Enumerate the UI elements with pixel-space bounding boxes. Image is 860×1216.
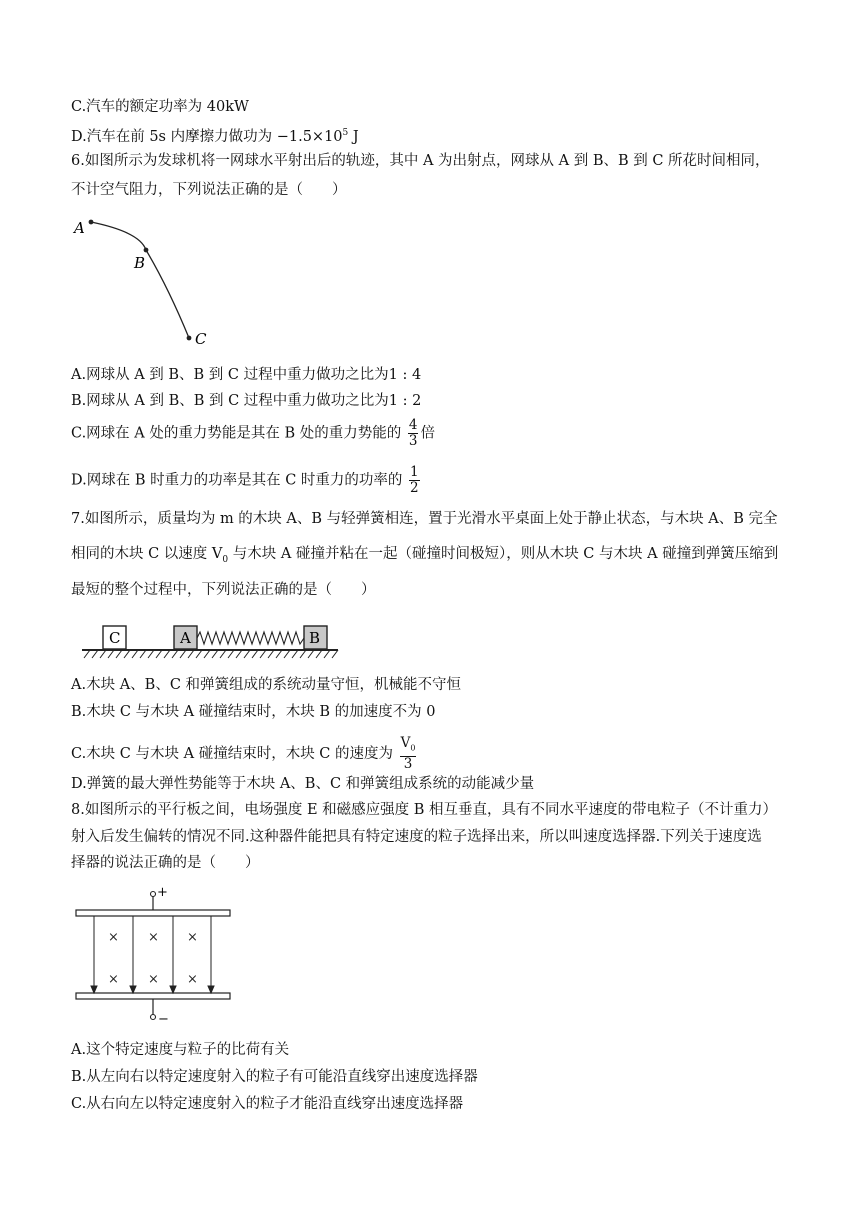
q5-option-d-exponent: 5 — [342, 128, 349, 138]
q6-stem-line2: 不计空气阻力，下列说法正确的是（ ） — [71, 182, 347, 198]
q7-spring-blocks-figure — [76, 618, 346, 662]
cross-mark: × — [187, 930, 198, 945]
spring — [197, 632, 304, 644]
q7-option-b: B.木块 C 与木块 A 碰撞结束时，木块 B 的加速度不为 0 — [71, 704, 436, 720]
q7-stem-line1: 7.如图所示，质量均为 m 的木块 A、B 与轻弹簧相连，置于光滑水平桌面上处于静止状态，与木块 A、B 完全 — [71, 511, 778, 527]
q7-option-c-fraction — [400, 736, 417, 772]
q8-option-c: C.从右向左以特定速度射入的粒子才能沿直线穿出速度选择器 — [71, 1096, 464, 1112]
q6-option-c-text: C.网球在 A 处的重力势能是其在 B 处的重力势能的 — [71, 425, 402, 442]
block-c-label: C — [109, 629, 121, 647]
q7-option-c — [71, 736, 418, 772]
q7-option-c-text: C.木块 C 与木块 A 碰撞结束时，木块 C 的速度为 — [71, 745, 394, 762]
q6-option-d — [71, 465, 422, 496]
q6-option-d-text: D.网球在 B 时重力的功率是其在 C 时重力的功率的 — [71, 472, 403, 489]
q7-option-d: D.弹簧的最大弹性势能等于木块 A、B、C 和弹簧组成系统的动能减少量 — [71, 776, 535, 792]
fraction-denominator: 3 — [408, 433, 418, 449]
q5-option-d — [71, 123, 359, 147]
block-b-label: B — [309, 629, 321, 647]
q6-option-b-text: B.网球从 A 到 B、B 到 C 过程中重力做功之比为 — [71, 393, 389, 409]
cross-mark: × — [148, 930, 159, 945]
q8-option-a: A.这个特定速度与粒子的比荷有关 — [71, 1042, 290, 1058]
fraction-numerator: 4 — [408, 417, 418, 433]
q8-stem-line3: 择器的说法正确的是（ ） — [71, 855, 260, 871]
trajectory-curve — [91, 222, 189, 338]
point-a — [89, 220, 94, 225]
negative-terminal — [151, 1015, 156, 1020]
block-a-label: A — [180, 629, 191, 647]
label-a: A — [74, 219, 85, 237]
point-b — [144, 248, 149, 253]
q7-option-a: A.木块 A、B、C 和弹簧组成的系统动量守恒，机械能不守恒 — [71, 677, 462, 693]
cross-mark: × — [148, 972, 159, 987]
point-c — [187, 336, 192, 341]
q6-trajectory-figure — [70, 212, 220, 352]
q5-option-d-text: D.汽车在前 5s 内摩擦力做功为 — [71, 128, 273, 145]
q8-option-b: B.从左向右以特定速度射入的粒子有可能沿直线穿出速度选择器 — [71, 1069, 478, 1085]
fraction-denominator: 2 — [410, 480, 419, 496]
q6-option-c-suffix: 倍 — [420, 425, 435, 442]
label-b: B — [134, 254, 146, 272]
q5-option-c: C.汽车的额定功率为 40kW — [71, 99, 249, 115]
q7-stem-line3: 最短的整个过程中，下列说法正确的是（ ） — [71, 582, 376, 598]
negative-label: − — [158, 1012, 169, 1027]
q6-option-a-text: A.网球从 A 到 B、B 到 C 过程中重力做功之比为 — [71, 367, 389, 383]
top-plate — [76, 910, 230, 916]
fraction-numerator — [400, 736, 417, 757]
q6-option-a — [71, 365, 421, 385]
q6-option-d-fraction — [409, 465, 420, 496]
q7-stem-line2-start: 相同的木块 C 以速度 — [71, 546, 208, 562]
cross-mark: × — [187, 972, 198, 987]
fraction-numerator: 1 — [410, 464, 419, 480]
q8-stem-line2: 射入后发生偏转的情况不同.这种器件能把具有特定速度的粒子选择出来，所以叫速度选择器.下列关于速度选 — [71, 829, 762, 845]
cross-mark: × — [108, 972, 119, 987]
q7-stem-line2 — [71, 544, 778, 570]
velocity-symbol: V — [211, 546, 223, 562]
q6-option-b-ratio: 1 : 2 — [388, 393, 422, 409]
fraction-denominator: 3 — [403, 755, 413, 772]
velocity-symbol: V — [400, 735, 411, 751]
q5-option-d-mantissa: −1.5×10 — [276, 128, 343, 145]
q5-option-d-value — [277, 129, 359, 145]
q5-option-d-unit: J — [348, 128, 359, 145]
q6-option-c-fraction — [408, 418, 419, 449]
q8-stem-line1: 8.如图所示的平行板之间，电场强度 E 和磁感应强度 B 相互垂直，具有不同水平速度的带电粒子（不计重力） — [71, 802, 778, 818]
surface-hatching — [84, 650, 338, 658]
q6-option-c — [71, 418, 435, 449]
bottom-plate — [76, 993, 230, 999]
velocity-subscript: 0 — [410, 743, 416, 753]
positive-label: + — [157, 885, 168, 900]
velocity-subscript: 0 — [222, 554, 229, 565]
q8-velocity-selector-figure — [70, 882, 240, 1028]
magnetic-field-crosses — [108, 930, 198, 987]
cross-mark: × — [108, 930, 119, 945]
label-c: C — [195, 330, 207, 348]
q7-stem-velocity — [211, 546, 229, 565]
q6-option-b — [71, 391, 421, 411]
q7-stem-line2-end: 与木块 A 碰撞并粘在一起（碰撞时间极短），则从木块 C 与木块 A 碰撞到弹簧压缩到 — [232, 546, 779, 562]
positive-terminal — [151, 892, 156, 897]
q6-stem-line1: 6.如图所示为发球机将一网球水平射出后的轨迹，其中 A 为出射点，网球从 A 到 B、B 到 C 所花时间相同， — [71, 153, 770, 169]
q6-option-a-ratio: 1 : 4 — [388, 367, 422, 383]
